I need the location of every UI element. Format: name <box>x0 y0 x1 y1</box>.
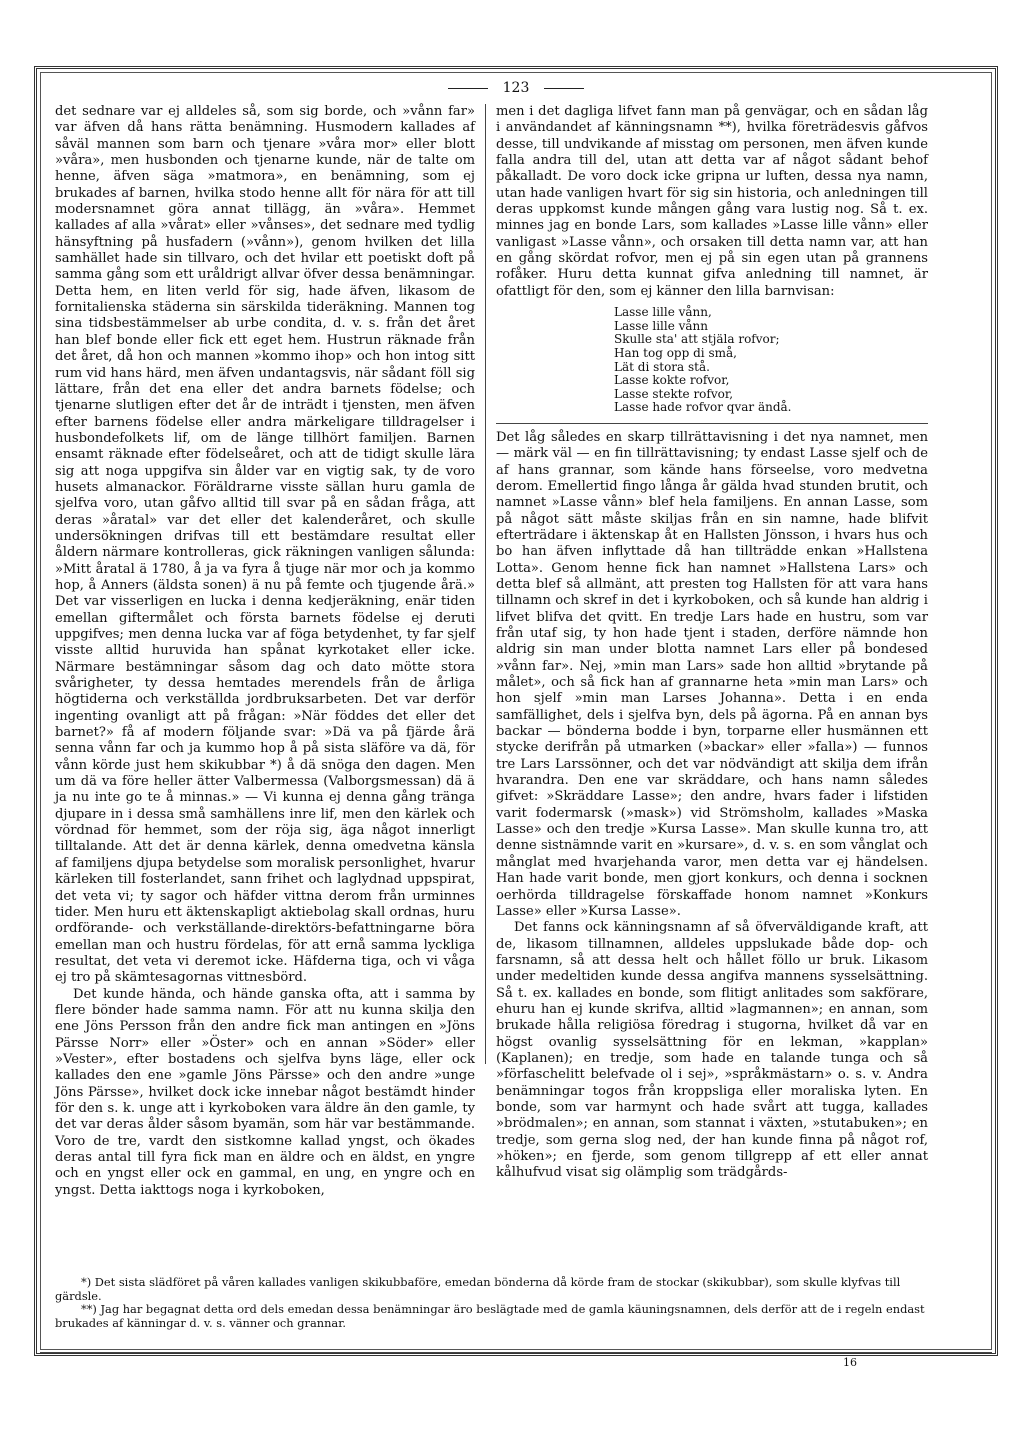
left-column <box>55 104 475 1199</box>
poem-line: Lasse kokte rofvor, <box>614 373 730 388</box>
right-paragraph-intro: men i det dagliga lifvet fann man på genvägar, och en sådan låg i användandet af känningsnamn **), hvilka företrädesvis gåfvos desse, till undvikande af misstag om personen, men äfven kunde falla andra till del, utan att detta var af något sådant behof påkalladt. De voro dock icke gripna ur luften, dessa nya namn, utan hade vanligen hvart för sig sin historia, och anledningen till deras uppkomst kunde mången gång vara lustig nog. Så t. ex. minnes jag en bonde Lars, som kallades »Lasse lille vånn» eller vanligast »Lasse vånn», och orsaken till detta namn var, att han en gång skördat rofvor, men ej på sin egen utan på grannens rofåker. Huru detta kunnat gifva anledning till namnet, är ofattligt för den, som ej känner den lilla barnvisan: <box>496 104 928 299</box>
right-paragraph-2: Det låg således en skarp tillrättavisning i det nya namnet, men — märk väl — en fin tillrättavisning; ty endast Lasse sjelf och de af hans grannar, som kände hans förseelse, voro medvetna derom. Emellertid fingo långa år gälda hvad stunden brutit, och namnet »Lasse vånn» blef hela familjens. En annan Lasse, som på något sätt måste skiljas från en sin namne, hade blifvit efterträdare i äktenskap åt en Hallsten Jönsson, i hvars hus och bo han äfven inflyttade då han tillträdde enkan »Hallstena Lotta». Genom henne fick han namnet »Hallstena Lars» och detta blef så allmänt, att presten tog Hallsten för att vara hans tillnamn och skref in det i kyrkoboken, och så kunde han aldrig i lifvet blifva det qvitt. En tredje Lars hade en hustru, som var från utaf sig, ty hon hade tjent i staden, derföre nämnde hon aldrig sin man under blotta namnet Lars eller på bondesed »vånn far». Nej, »min man Lars» sade hon alltid »brytande på målet», och så fick han af grannarne heta »min man Lars» och hon sjelf »min man Larses Johanna». Detta i en enda samfällighet, dels i sjelfva byn, dels på ägorna. På en annan bys backar — bönderna bodde i byn, torparne eller husmännen ett stycke derifrån på utmarken (»backar» eller »falla») — funnos tre Lars Larssönner, och det var nödvändigt att skilja dem ifrån hvarandra. Den ene var skräddare, och hans namn således gifvet: »Skräddare Lasse»; den andre, hvars fader i lifstiden varit fodermarsk (»mask») vid Strömsholm, kallades »Maska Lasse» och den tredje »Kursa Lasse». Man skulle kunna tro, att denne sistnämnde varit en »kursare», d. v. s. en som vånglat och månglat med hvarjehanda varor, men detta var ej händelsen. Han hade varit bonde, men gjort konkurs, och denna i socknen oerhörda tilldragelse förskaffade honom namnet »Konkurs Lasse» eller »Kursa Lasse». <box>496 429 928 919</box>
left-paragraph-1: det sednare var ej alldeles så, som sig borde, och »vånn far» var äfven då hans rätta benämning. Husmodern kallades af såväl mannen som barn och tjenare »våra mor» eller blott »våra», men husbonden och tjenarne kunde, när de talte om henne, äfven säga »matmora», en benämning, som ej brukades af barnen, hvilka stodo henne allt för nära för att till modersnamnet göra annat tillägg, än »våra». Hemmet kallades af alla »vårat» eller »vånses», det sednare med tydlig hänsyftning på husfadern (»vånn»), genom hvilken det lilla samhället hade sin tillvaro, och det hvilar ett poetiskt doft på samma gång som ett uråldrigt allvar öfver dessa benämningar. Detta hem, en liten verld för sig, hade äfven, likasom de fornitalienska städerna sin särskilda tideräkning. Mannen tog sina tidsbestämmelser ab urbe condita, d. v. s. från det året han blef bonde eller fick ett eget hem. Hustrun räknade från det året, då hon och mannen »kommo ihop» och hon intog sitt rum vid hans härd, men äfven undantagsvis, när sådant föll sig lättare, från det ena eller det andra barnets födelse; och tjenarne slutligen efter det år de inträdt i tjensten, men äfven efter barnens födelse eller andra märkeligare tilldragelser i husbondefolkets lif, om de länge tillhört familjen. Barnen ensamt räknade efter födelseåret, och att de tidigt skulle lära sig att noga uppgifva sin ålder var en vigtig sak, ty de voro husets almanackor. Föräldrarne visste sällan huru gamla de sjelfva voro, utan gåfvo alltid till svar på en sådan fråga, att deras »åratal» var det eller det kalenderåret, och skulle undersökningen drifvas till ett bestämdare resultat eller åldern närmare kontrolleras, gick räkningen vanligen sålunda: »Mitt åratal ä 1780, å ja va fyra å tjuge när mor och ja kommo hop, å Anners (äldsta sonen) ä nu på femte och tjugende årä.» Det var visserligen en lucka i denna kedjeräkning, enär tiden emellan giftermålet och första barnets födelse ej deruti uppgifves; men denna lucka var af föga betydenhet, ty far sjelf visste alltid huruvida han spånat kyrkotaket eller icke. Närmare bestämningar såsom dag och dato mötte stora svårigheter, ty dessa hemtades merendels från de årliga högtiderna och verkställda jordbruksarbeten. Det var derför ingenting ovanligt att på frågan: »När föddes det eller det barnet?» få af modern följande svar: »Dä va på fjärde årä senna vånn far och ja kummo hop å på sista släföre va dä, för vånn körde just hem skikubbar *) å dä snöga den dagen. Men um dä va före heller ätter Valbermessa (Valborgsmessan) dä ä ja nu inte go te å minnas.» — Vi kunna ej denna gång tränga djupare in i dessa små samhällens inre lif, men den kärlek och vördnad för hemmet, som der röja sig, äga något innerligt tilltalande. Att det är denna kärlek, denna omedvetna känsla af familjens djupa betydelse som moralisk personlighet, hvarur kärleken till fosterlandet, sann frihet och laglydnad uppspirat, det veta vi; ty sagor och häfder vittna derom från urminnes tider. Men huru ett äktenskapligt aktiebolag skall ordnas, huru ordförande- och verkställande-direktörs-befattningarne böra emellan man och hustru fördelas, för att ernå samma lyckliga resultat, det veta vi deremot icke. Häfderna tiga, och vi våga ej tro på skämtesagornas vittnesbörd. <box>55 104 475 986</box>
right-paragraph-3: Det fanns ock känningsnamn af så öfverväldigande kraft, att de, likasom tillnamnen, alldeles uppslukade både dop- och farsnamn, så att dessa helt och hållet föllo ur bruk. Likasom under medeltiden kunde dessa angifva mannens sysselsättning. Så t. ex. kallades en bonde, som flitigt anlitades som sakförare, ehuru han ej kunde skrifva, alltid »lagmannen»; en annan, som brukade hålla religiösa föredrag i stugorna, hvilket då var en högst ovanlig sysselsättning för en lekman, »kapplan» (Kaplanen); en tredje, som hade en talande tunga och så »förfaschelitt belefvade ol i sej», »språkmästarn» o. s. v. Andra benämningar togos från kroppsliga eller moraliska lyten. En bonde, som var harmynt och hade svårt att tugga, kallades »brödmalen»; en annan, som stannat i växten, »stutabuken»; en tredje, som gerna slog ned, der han kunde finna på något rof, »höken»; en fjerde, som genom tillgrepp af ett eller annat kålhufvud visat sig olämplig som trädgårds- <box>496 920 928 1181</box>
poem-line: Lasse lille vånn <box>614 318 709 333</box>
footnotes <box>55 1276 935 1330</box>
poem-line: Skulle sta' att stjäla rofvor; <box>614 332 780 347</box>
poem-line: Han tog opp di små, <box>614 345 737 360</box>
page-number: 123 <box>502 80 530 96</box>
header-dash-left <box>448 88 488 89</box>
bottom-rule <box>40 1352 992 1353</box>
poem-line: Lasse hade rofvor qvar ändå. <box>614 400 792 415</box>
page-header <box>0 80 1032 96</box>
poem-line: Lät di stora stå. <box>614 359 710 374</box>
footnote-2: **) Jag har begagnat detta ord dels emedan dessa benämningar äro beslägtade med de gamla käuningsnamnen, dels derför att de i regeln endast brukades af känningar d. v. s. vänner och grannar. <box>55 1302 925 1330</box>
poem-line: Lasse lille vånn, <box>614 305 712 320</box>
right-column <box>496 104 928 1182</box>
poem <box>614 306 928 415</box>
footnote-1: *) Det sista slädföret på våren kallades vanligen skikubbaföre, emedan bönderna då körde fram de stockar (skikubbar), som skulle klyfvas till gärdsle. <box>55 1275 901 1303</box>
left-paragraph-2: Det kunde hända, och hände ganska ofta, att i samma by flere bönder hade samma namn. För att nu kunna skilja den ene Jöns Persson från den andre fick man antingen en »Jöns Pärsse Norr» eller »Öster» och en annan »Söder» eller »Vester», efter bostadens och sjelfva byns läge, eller ock kallades den ene »gamle Jöns Pärsse» och den andre »unge Jöns Pärsse», hvilket dock icke innebar något bestämdt hinder för den s. k. unge att i kyrkoboken vara äldre än den gamle, ty det var deras ålder såsom byamän, som här var bestämmande. Voro de tre, vardt den sistkomne kallad yngst, och ökades deras antal till fyra fick man en äldre och en äldst, en yngre och en yngst eller ock en gammal, en ung, en yngre och en yngst. Detta iakttogs noga i kyrkoboken, <box>55 986 475 1198</box>
poem-line: Lasse stekte rofvor, <box>614 386 734 401</box>
poem-rule <box>496 423 928 424</box>
header-dash-right <box>544 88 584 89</box>
column-divider <box>485 104 486 1064</box>
signature-mark: 16 <box>843 1356 857 1369</box>
